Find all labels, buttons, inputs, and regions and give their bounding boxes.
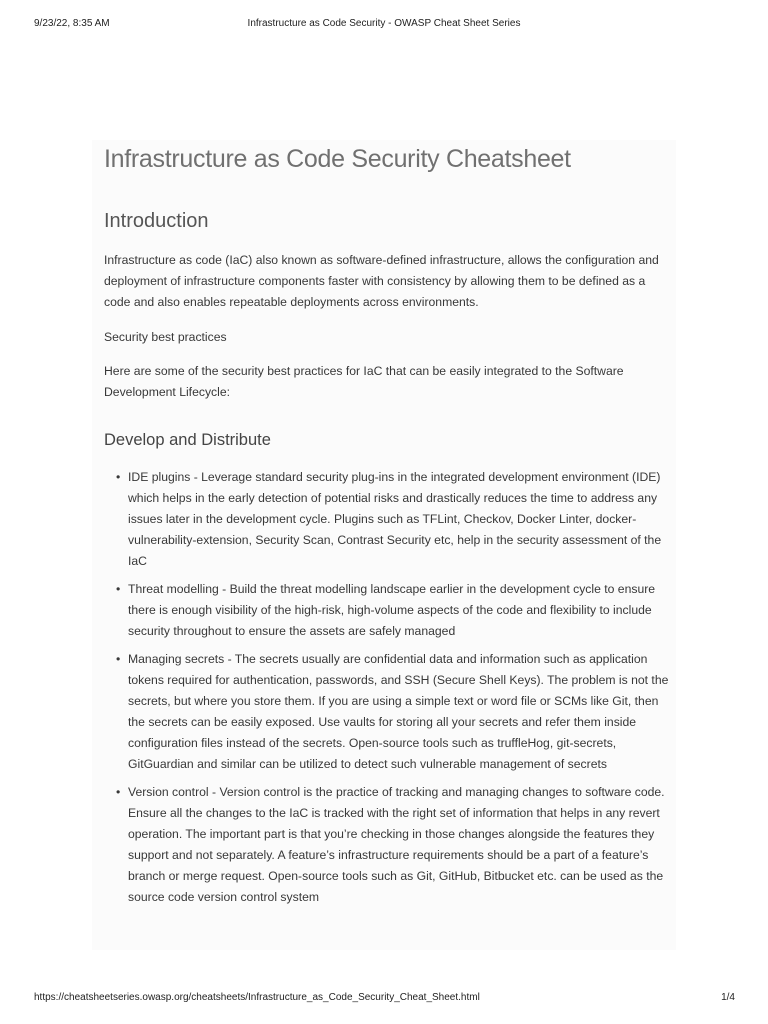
introduction-paragraph: Infrastructure as code (IaC) also known as software-defined infrastructure, allows the configuration and deployment of infrastructure components faster with consistency by allowing them to be defined as a code and also enables repeatable deployments across environments. — [104, 253, 659, 309]
list-item — [104, 579, 674, 642]
page-number: 1/4 — [721, 992, 735, 1003]
bullet-icon: • — [116, 785, 121, 799]
list-item — [104, 467, 674, 572]
list-item — [104, 649, 674, 775]
print-datetime: 9/23/22, 8:35 AM — [34, 18, 110, 29]
list-item-text: Managing secrets - The secrets usually are confidential data and information such as application tokens required for authentication, passwords, and SSH (Secure Shell Keys). The problem is not the secrets, but where you store them. If you are using a simple text or word file or SCMs like Git, then the secrets can be easily exposed. Use vaults for storing all your secrets and refer them inside configuration files instead of the secrets. Open-source tools such as truffleHog, git-secrets, GitGuardian and similar can be utilized to detect such vulnerable management of secrets — [128, 652, 669, 771]
print-footer — [0, 992, 768, 1006]
list-item-text: Version control - Version control is the practice of tracking and managing changes to software code. Ensure all the changes to the IaC is tracked with the right set of information that helps in any revert operation. The important part is that you’re checking in those changes alongside the features they support and not separately. A feature’s infrastructure requirements should be a part of a feature’s branch or merge request. Open-source tools such as Git, GitHub, Bitbucket etc. can be used as the source code version control system — [128, 785, 665, 904]
develop-distribute-heading: Develop and Distribute — [104, 431, 271, 449]
article-content — [92, 140, 676, 950]
bullet-icon: • — [116, 470, 121, 484]
print-page-title: Infrastructure as Code Security - OWASP Cheat Sheet Series — [247, 18, 521, 29]
introduction-heading: Introduction — [104, 210, 209, 232]
best-practices-intro: Here are some of the security best practices for IaC that can be easily integrated to the Software Development Lifecycle: — [104, 364, 624, 399]
print-url: https://cheatsheetseries.owasp.org/cheatsheets/Infrastructure_as_Code_Security_Cheat_Sheet.html — [34, 992, 480, 1003]
bullet-icon: • — [116, 582, 121, 596]
practices-list — [104, 467, 674, 915]
bullet-icon: • — [116, 652, 121, 666]
print-header — [0, 18, 768, 32]
list-item — [104, 782, 674, 908]
page-title: Infrastructure as Code Security Cheatsheet — [104, 145, 571, 173]
list-item-text: IDE plugins - Leverage standard security plug-ins in the integrated development environment (IDE) which helps in the early detection of potential risks and drastically reduces the time to address any issues later in the development cycle. Plugins such as TFLint, Checkov, Docker Linter, docker-vulnerability-extension, Security Scan, Contrast Security etc, help in the security assessment of the IaC — [128, 470, 662, 568]
list-item-text: Threat modelling - Build the threat modelling landscape earlier in the development cycle to ensure there is enough visibility of the high-risk, high-volume aspects of the code and flexibility to include security throughout to ensure the assets are safely managed — [128, 582, 656, 638]
best-practices-label: Security best practices — [104, 330, 227, 344]
